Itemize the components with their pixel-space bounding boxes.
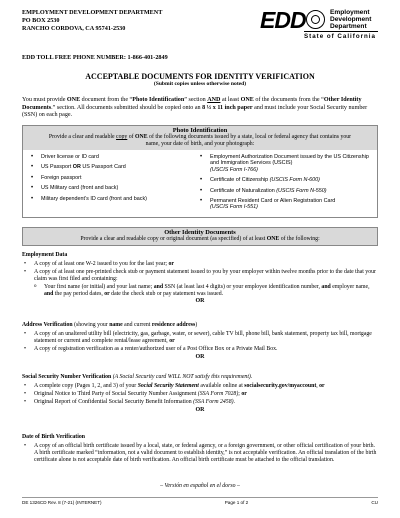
mailing-address	[22, 9, 162, 33]
form-number: DE 1326CD Rev. 8 (7-21) (INTERNET)	[22, 500, 102, 505]
spanish-version-note: – Versión en español en el dorso –	[160, 483, 240, 489]
state-seal-icon	[306, 10, 325, 29]
page-footer	[22, 497, 378, 505]
list-item: • Certificate of Citizenship (USCIS Form N-600)	[198, 177, 371, 183]
list-item: • A copy of an official birth certificate issued by a local, state, or federal agency, or a foreign government, or other official certification of your birth. A birth certificate marked “information, not a valid document to establish identity,” is not acceptable verification. An official translation of the birth certificate alone is not acceptable date of birth verification. An official birth certificate must be attached to the official translation.	[22, 443, 378, 464]
city-line: RANCHO CORDOVA, CA 95741-2530	[22, 25, 126, 32]
other-identity-box	[22, 227, 378, 246]
employment-data-section	[22, 252, 378, 306]
photo-identification-list	[23, 150, 377, 217]
list-item: • Original Notice to Third Party of Social Security Number Assignment (SSA Form 7028); or	[22, 391, 378, 398]
photo-identification-heading: Photo Identification	[23, 126, 377, 134]
photo-identification-description: Provide a clear and readable copy of ONE of the following documents issued by a state, local or federal agency that contains your name, your date of birth, and your photograph:	[23, 134, 377, 150]
photo-id-right-list	[198, 154, 371, 215]
intro-paragraph: You must provide ONE document from the “Photo Identification” section AND at least ONE of the documents from the “Other Identity Documents.” section. All documents submitted should be copied onto an 8 ½ x 11 inch paper and must include your Social Security number (SSN) on each page.	[22, 97, 368, 119]
other-identity-description: Provide a clear and readable copy or original document (as specified) of at least ONE of the following:	[23, 236, 377, 245]
or-divider: OR	[195, 353, 205, 360]
list-item: • Driver license or ID card	[29, 154, 198, 160]
list-item: • A copy of an unaltered utility bill (electricity, gas, garbage, water, or sewer), cable TV bill, phone bill, bank statement, property tax bill, mortgage statement or current and complete rental/lease agreement, or	[22, 331, 378, 345]
dob-verification-title: Date of Birth Verification	[22, 434, 85, 440]
or-divider: OR	[195, 298, 205, 305]
employment-data-title: Employment Data	[22, 252, 68, 258]
other-identity-heading: Other Identity Documents	[23, 228, 377, 236]
address-verification-title: Address Verification (showing your name and current residence address)	[22, 322, 198, 328]
or-divider: OR	[195, 406, 205, 413]
list-item: • A complete copy (Pages 1, 2, and 3) of your Social Security Statement available online at socialsecurity.gov/myaccount, or	[22, 383, 378, 390]
list-item: • Permanent Resident Card or Alien Registration Card (USCIS Form I-551)	[198, 198, 371, 211]
list-item: • US Military card (front and back)	[29, 185, 198, 191]
ssn-verification-title: Social Security Number Verification (A Social Security card WILL NOT satisfy this requirement).	[22, 374, 253, 380]
edd-logo	[260, 8, 378, 38]
list-item: • A copy of registration verification as a renter/authorized user of a Post Office Box or a Private Mail Box.	[22, 346, 378, 353]
po-box: PO BOX 2530	[22, 17, 60, 24]
dob-verification-section	[22, 434, 378, 465]
page-title: ACCEPTABLE DOCUMENTS FOR IDENTITY VERIFICATION	[85, 72, 315, 81]
ssn-verification-section	[22, 374, 378, 415]
department-name: EMPLOYMENT DEVELOPMENT DEPARTMENT	[22, 9, 163, 16]
list-item: • A copy of at least one pre-printed check stub or payment statement issued to you by your employer within twelve months prior to the date that your claim was first filed and containing:	[22, 269, 378, 283]
logo-line-2: Development	[330, 16, 372, 23]
edd-logo-text	[330, 9, 371, 30]
list-item: • Original Report of Confidential Social Security Benefit Information (SSA Form 2458).	[22, 399, 378, 406]
photo-id-left-list	[29, 154, 198, 215]
list-item: • A copy of at least one W-2 issued to you for the last year; or	[22, 261, 378, 268]
list-item: o Your first name (or initial) and your last name; and SSN (at least last 4 digits) or your employee identification number, and employer name, and the pay period dates, or date the check stub or pay statement was issued.	[22, 284, 378, 298]
logo-line-1: Employment	[330, 9, 370, 16]
page-number: Page 1 of 2	[224, 500, 249, 505]
photo-identification-box	[22, 125, 378, 218]
list-item: • Employment Authorization Document issued by the US Citizenship and Immigration Services (USCIS) (USCIS Form I-766)	[198, 154, 371, 173]
logo-line-3: Department	[330, 23, 367, 30]
edd-logo-mark: EDD	[260, 7, 306, 33]
list-item: • Military dependent’s ID card (front and back)	[29, 196, 198, 202]
list-item: • Foreign passport	[29, 175, 198, 181]
address-verification-section	[22, 322, 378, 362]
page-subtitle: (Submit copies unless otherwise noted)	[153, 81, 247, 87]
list-item: • Certificate of Naturalization (USCIS Form N-550)	[198, 188, 371, 194]
state-of-california: State of California	[304, 31, 378, 40]
toll-free-phone: EDD TOLL FREE PHONE NUMBER: 1-866-401-2849	[22, 54, 168, 61]
list-item: • US Passport OR US Passport Card	[29, 164, 198, 170]
form-code: CU	[371, 500, 378, 505]
